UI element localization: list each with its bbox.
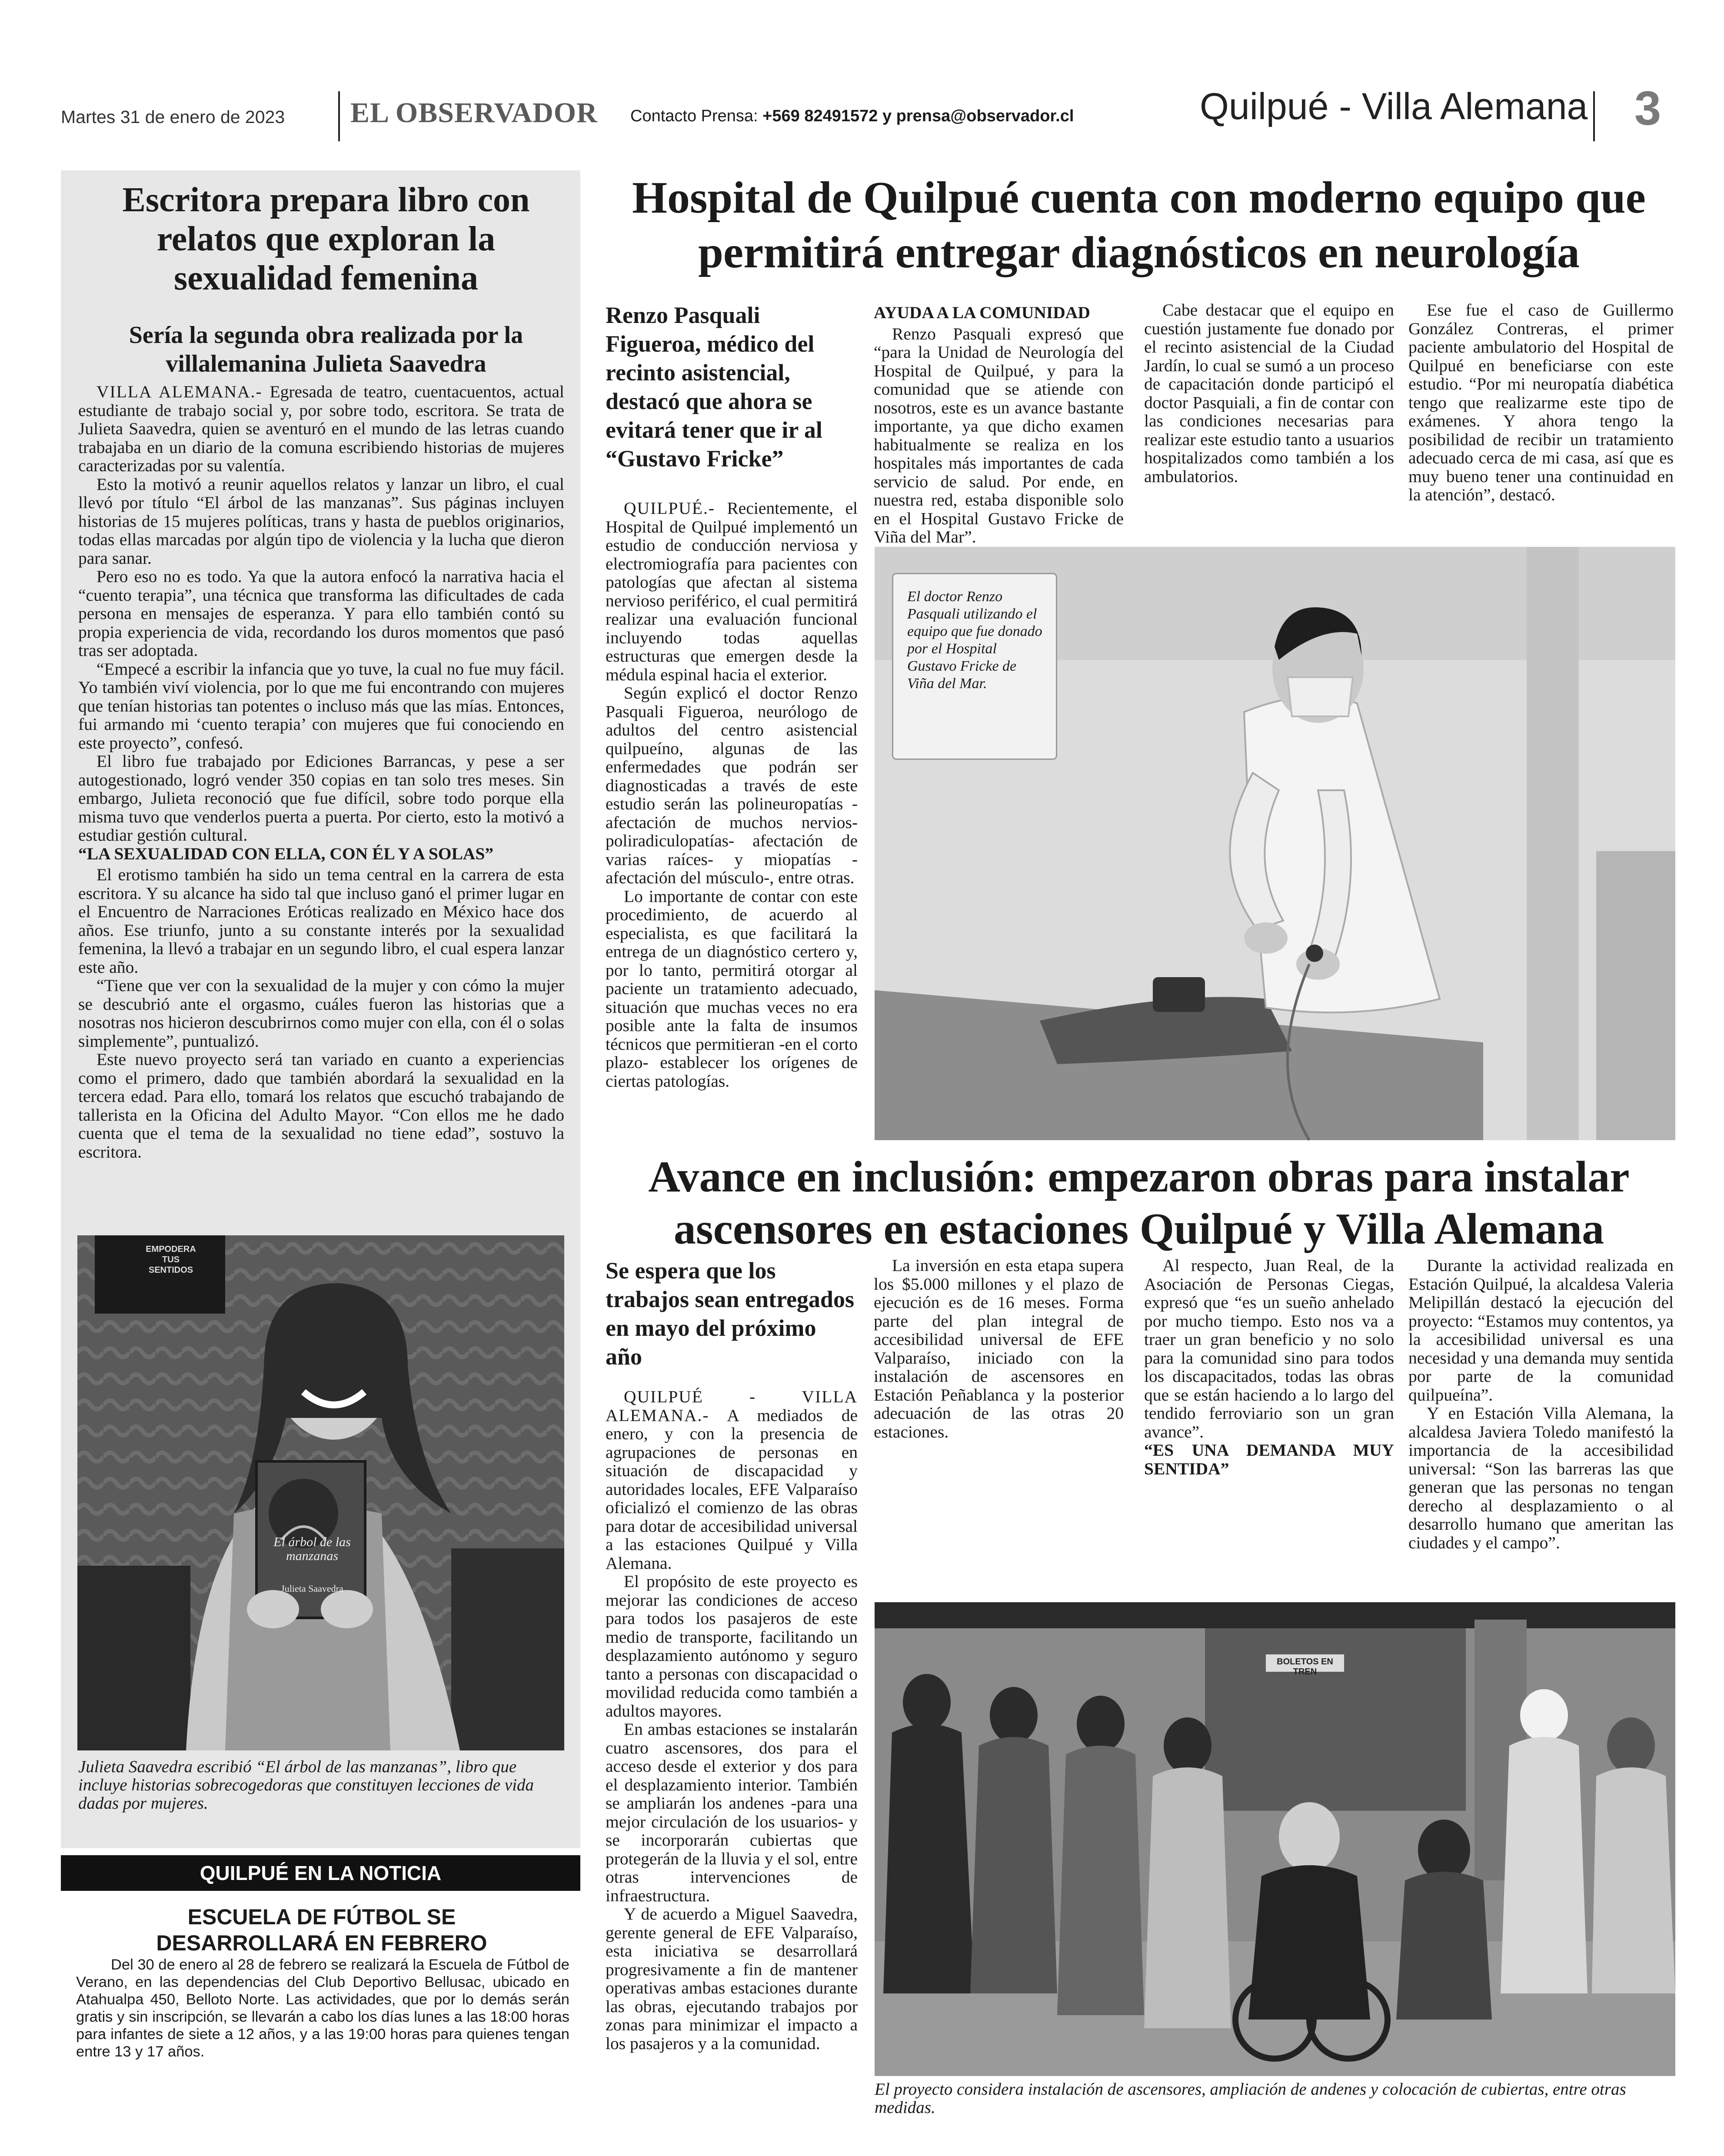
hospital-p4: Renzo Pasquali expresó que “para la Unidad de Neurología del Hospital de Quilpué, y para la comunidad que se atiende con nosotros, este es un avance bastante importante, ya que dicho examen habitualmente se realiza en los hospitales más importantes de cada servicio de salud. Por ende, en nuestra red, estaba disponible solo en el Hospital Gustavo Fricke de Viña del Mar”. xyxy=(874,324,1124,546)
hospital-deck: Renzo Pasquali Figueroa, médico del recinto asistencial, destacó que ahora se evitará tener que ir al “Gustavo Fricke” xyxy=(606,302,822,472)
elevator-deck: Se espera que los trabajos sean entregados en mayo del próximo año xyxy=(606,1258,854,1370)
left-story-p1: Egresada de teatro, cuentacuentos, actual estudiante de trabajo social y, por sobre todo, escritora. Se trata de Julieta Saavedra, quien se aventuró en el mundo de las letras cuando trabajaba en un diario de la comuna escribiendo historias de mujeres caracterizadas por su valentía. xyxy=(78,382,564,475)
book-title: El árbol de las manzanas xyxy=(273,1535,351,1563)
left-story-p3: Pero eso no es todo. Ya que la autora enfocó la narrativa hacia el “cuento terapia”, una técnica que transforma las dificultades de cada persona en mensajes de esperanza. Y para ello también contó su propia experiencia de vida, recordando los duros momentos que pasó tras ser adoptada. xyxy=(78,567,564,660)
elevator-p4: Y de acuerdo a Miguel Saavedra, gerente general de EFE Valparaíso, esta iniciativa se desarrollará progresivamente a fin de mantener operativas ambas estaciones durante las obras, ejecutando trabajos por zonas para minimizar el impacto a los pasajeros y a la comunidad. xyxy=(606,1904,858,2053)
news-box-title: ESCUELA DE FÚTBOL SE DESARROLLARÁ EN FEBRERO xyxy=(156,1905,487,1955)
left-story-body xyxy=(78,383,564,1224)
elevator-column-2 xyxy=(874,1256,1124,1595)
hospital-p6: Ese fue el caso de Guillermo González Contreras, el primer paciente ambulatorio del Hospital de Quilpué en beneficiarse con este estudio. “Por mi neuropatía diabética tengo que realizarme este tipo de exámenes. Y ahora tengo la posibilidad de recibir un tratamiento adecuado cerca de mi casa, así que es muy bueno tener una continuidad en la atención”, destacó. xyxy=(1408,300,1674,504)
page-number: 3 xyxy=(1634,82,1661,135)
elevator-photo-caption: El proyecto considera instalación de ascensores, ampliación de andenes y colocación de cubiertas, entre otras medidas. xyxy=(875,2080,1626,2117)
left-story-title: Escritora prepara libro con relatos que exploran la sexualidad femenina xyxy=(122,181,530,297)
news-box-header: QUILPUÉ EN LA NOTICIA xyxy=(61,1855,580,1891)
hospital-p3: Lo importante de contar con este procedimiento, de acuerdo al especialista, es que facilitará la entrega de un diagnóstico certero y, por lo tanto, permitirá otorgar al paciente un tratamiento adecuado, situación que muchas veces no era posible ante la falta de insumos técnicos que permitieran -en el corto plazo- establecer los orígenes de ciertas patologías. xyxy=(606,886,858,1091)
book-author: Julieta Saavedra xyxy=(281,1583,343,1594)
writer-photo xyxy=(77,1235,564,1750)
hospital-dateline: QUILPUÉ.- xyxy=(624,499,715,518)
left-story-p7: “Tiene que ver con la sexualidad de la mujer y con cómo la mujer se descubrió ante el orgasmo, cuáles fueron las historias que a nosotras nos hicieron descubrirnos como mujer con ella, con él o solas simplemente”, puntualizó. xyxy=(78,976,564,1051)
elevator-title: Avance en inclusión: empezaron obras para instalar ascensores en estaciones Quilpué y Villa Alemana xyxy=(648,1152,1630,1254)
left-story-p5: El libro fue trabajado por Ediciones Barrancas, y pese a ser autogestionado, logró vender 350 copias en tan solo tres meses. Sin embargo, Julieta reconoció que fue difícil, sobre todo porque ella misma tuvo que venderlos puerta a puerta. Por cierto, esto la motivó a estudiar gestión cultural. xyxy=(78,752,564,845)
elevator-dateline: QUILPUÉ - VILLA ALEMANA.- xyxy=(606,1387,858,1425)
hospital-photo xyxy=(875,547,1675,1140)
shirt-print: EMPODERA TUS SENTIDOS xyxy=(146,1244,196,1275)
press-contact-value: +569 82491572 y prensa@observador.cl xyxy=(762,107,1074,125)
elevator-p3: En ambas estaciones se instalarán cuatro ascensores, dos para el acceso desde el exterior y dos para el desplazamiento interior. También se ampliarán los andenes -para una mejor circulación de los usuarios- y se incorporarán cubiertas que protegerán de la lluvia y el sol, entre otras intervenciones de infraestructura. xyxy=(606,1720,858,1905)
hospital-photo-caption: El doctor Renzo Pasquali utilizando el equipo que fue donado por el Hospital Gustavo Fricke de Viña del Mar. xyxy=(907,589,1042,692)
left-story-p6: El erotismo también ha sido un tema central en la carrera de esta escritora. Y su alcance ha sido tal que incluso ganó el primer lugar en el Encuentro de Narraciones Eróticas realizado en México hace dos años. Ese triunfo, junto a su constante interés por la sexualidad femenina, la llevó a trabajar en un segundo libro, el cual espera lanzar este año. xyxy=(78,865,564,977)
issue-date: Martes 31 de enero de 2023 xyxy=(61,107,285,127)
header-divider-right xyxy=(1593,91,1595,141)
news-box-body: Del 30 de enero al 28 de febrero se realizará la Escuela de Fútbol de Verano, en las dependencias del Club Deportivo Bellusac, ubicado en Atahualpa 450, Belloto Norte. Las actividades, que por lo demás serán gratis y sin inscripción, se llevarán a cabo los días lunes a las 18:00 horas para infantes de siete a 12 años, y a las 19:00 horas para quienes tengan entre 13 y 17 años. xyxy=(76,1956,569,2060)
elevator-photo xyxy=(875,1602,1675,2076)
hospital-p2: Según explicó el doctor Renzo Pasquali Figueroa, neurólogo de adultos del centro asistencial quilpueíno, algunas de las enfermedades que podrán ser diagnosticadas a través de este estudio serán las polineuropatías -afectación de muchos nervios- poliradiculopatías- afectación de varias raíces- y miopatías -afectación del músculo-, entre otras. xyxy=(606,683,858,887)
left-story-intertitle: “LA SEXUALIDAD CON ELLA, CON ÉL Y A SOLAS” xyxy=(78,844,494,863)
elevator-intertitle: “ES UNA DEMANDA MUY SENTIDA” xyxy=(1144,1441,1394,1478)
elevator-p6: Al respecto, Juan Real, de la Asociación de Personas Ciegas, expresó que “es un sueño anhelado por mucho tiempo. Esto nos va a traer un gran beneficio y no solo para la comunidad sino para todos los discapacitados, todas las obras que se están haciendo a lo largo del tendido ferroviario son un gran avance”. xyxy=(1144,1256,1394,1441)
left-story-p4: “Empecé a escribir la infancia que yo tuve, la cual no fue muy fácil. Yo también viví violencia, por lo que me fui encontrando con mujeres que tenían historias tan potentes o incluso más que las mías. Entonces, fui armando mi ‘cuento terapia’ con mujeres que fui conociendo en este proyecto”, confesó. xyxy=(78,659,564,752)
section-title: Quilpué - Villa Alemana xyxy=(1200,86,1588,127)
elevator-p8: Y en Estación Villa Alemana, la alcaldesa Javiera Toledo manifestó la importancia de la accesibilidad universal: “Son las barreras las que generan que las personas no tengan derecho al desplazamiento o al desarrollo humano que ameritan las ciudades y el campo”. xyxy=(1408,1404,1674,1552)
left-story-p2: Esto la motivó a reunir aquellos relatos y lanzar un libro, el cual llevó por título “El árbol de las manzanas”. Sus páginas incluyen historias de 15 mujeres políticas, trans y hasta de pueblos originarios, todas ellas marcadas por algún tipo de violencia y la lucha que dieron para sanar. xyxy=(78,474,564,568)
press-contact-label: Contacto Prensa: xyxy=(630,107,758,125)
elevator-p7: Durante la actividad realizada en Estación Quilpué, la alcaldesa Valeria Melipillán destacó la ejecución del proyecto: “Estamos muy contentos, ya la accesibilidad universal es una necesidad y una demanda muy sentida por parte de la comunidad quilpueína”. xyxy=(1408,1256,1674,1404)
station-sign: BOLETOS EN TREN xyxy=(1277,1657,1333,1677)
hospital-column-4 xyxy=(1408,301,1674,536)
writer-photo-illustration xyxy=(77,1235,564,1750)
hospital-column-3 xyxy=(1144,301,1394,536)
header-divider-left xyxy=(338,91,340,141)
elevator-column-3 xyxy=(1144,1256,1394,1595)
elevator-column-1 xyxy=(606,1387,858,2135)
elevator-p1: A mediados de enero, y con la presencia de agrupaciones de personas en situación de discapacidad y autoridades locales, EFE Valparaíso oficializó el comienzo de las obras para dotar de accesibilidad universal a las estaciones Quilpué y Villa Alemana. xyxy=(606,1405,858,1573)
hospital-column-2 xyxy=(874,301,1124,546)
hospital-p5: Cabe destacar que el equipo en cuestión justamente fue donado por el recinto asistencial de la Ciudad Jardín, lo cual se sumó a un proceso de capacitación donde participó el doctor Pasquiali, a fin de contar con las condiciones necesarias para realizar este estudio tanto a usuarios hospitalizados como también a los ambulatorios. xyxy=(1144,300,1394,486)
left-story-dateline: VILLA ALEMANA.- xyxy=(97,382,263,401)
press-contact xyxy=(630,107,1074,126)
masthead: EL OBSERVADOR xyxy=(350,97,598,129)
hospital-title: Hospital de Quilpué cuenta con moderno equipo que permitirá entregar diagnósticos en neurología xyxy=(632,173,1646,277)
elevator-p5: La inversión en esta etapa supera los $5.000 millones y el plazo de ejecución es de 16 meses. Forma parte del plan integral de accesibilidad universal de EFE Valparaíso, iniciado con la instalación de ascensores en Estación Peñablanca y la posterior adecuación de las otras 20 estaciones. xyxy=(874,1256,1124,1441)
left-story-p8: Este nuevo proyecto será tan variado en cuanto a experiencias como el primero, dado que también abordará la sexualidad en la tercera edad. Para ello, tomará los relatos que escuchó trabajando de tallerista en la Oficina del Adulto Mayor. “Con ellos me he dado cuenta que el tema de la sexualidad no tiene edad”, sostuvo la escritora. xyxy=(78,1050,564,1161)
hospital-column-1 xyxy=(606,499,858,1140)
elevator-column-4 xyxy=(1408,1256,1674,1595)
hospital-p1: Recientemente, el Hospital de Quilpué implementó un estudio de conducción nerviosa y electromiografía para pacientes con patologías que afectan al sistema nervioso periférico, el cual permitirá realizar una evaluación funcional incluyendo todas aquellas estructuras que emergen desde la médula espinal hacia el exterior. xyxy=(606,499,858,684)
hospital-intertitle: AYUDA A LA COMUNIDAD xyxy=(874,303,1090,322)
elevator-p2: El propósito de este proyecto es mejorar las condiciones de acceso para todos los pasajeros de este medio de transporte, facilitando un desplazamiento autónomo y seguro tanto a personas con discapacidad o movilidad reducida como también a adultos mayores. xyxy=(606,1572,858,1720)
left-story-subtitle: Sería la segunda obra realizada por la villalemanina Julieta Saavedra xyxy=(129,322,523,377)
writer-photo-caption: Julieta Saavedra escribió “El árbol de las manzanas”, libro que incluye historias sobrecogedoras que constituyen lecciones de vida dadas por mujeres. xyxy=(78,1757,534,1813)
